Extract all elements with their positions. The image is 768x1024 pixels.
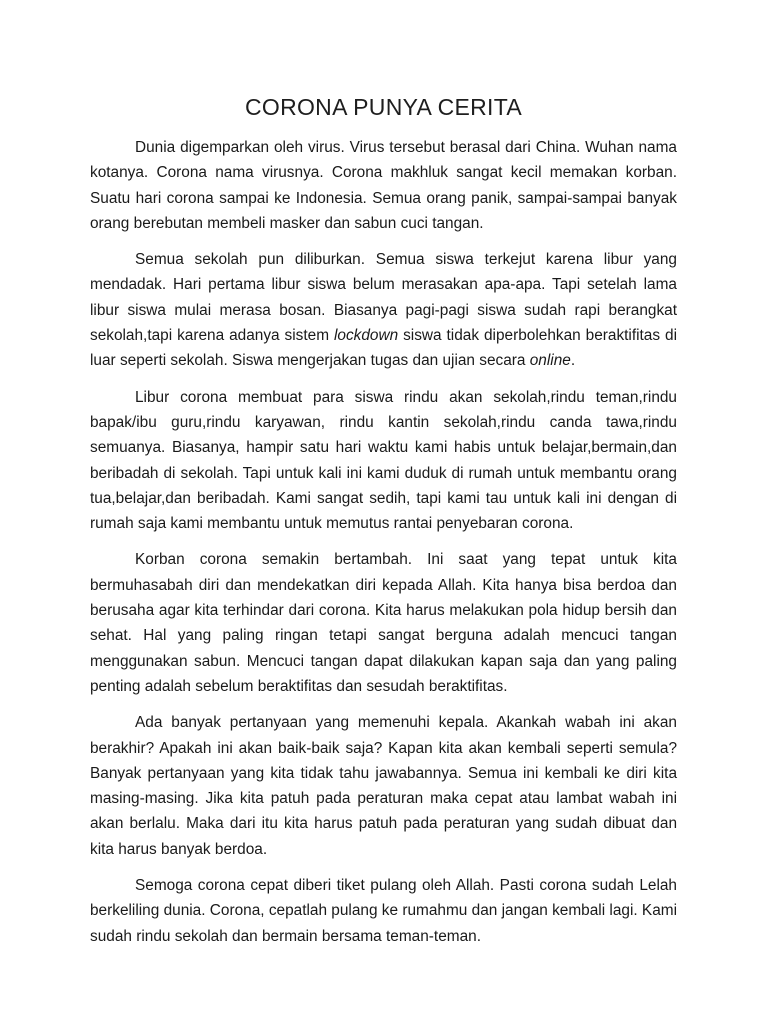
- paragraph: [90, 385, 677, 537]
- paragraph-text: Libur corona membuat para siswa rindu akan sekolah,rindu teman,rindu bapak/ibu guru,rindu karyawan, rindu kantin sekolah,rindu canda tawa,rindu semuanya. Biasanya, hampir satu hari waktu kami habis untuk belajar,bermain,dan beribadah di sekolah. Tapi untuk kali ini kami duduk di rumah untuk membantu orang tua,belajar,dan beribadah. Kami sangat sedih, tapi kami tau untuk kali ini dengan di rumah saja kami membantu untuk memutus rantai penyebaran corona.: [90, 388, 677, 533]
- paragraph: [90, 710, 677, 862]
- paragraph-text: Ada banyak pertanyaan yang memenuhi kepala. Akankah wabah ini akan berakhir? Apakah ini akan baik-baik saja? Kapan kita akan kembali seperti semula? Banyak pertanyaan yang kita tidak tahu jawabannya. Semua ini kembali ke diri kita masing-masing. Jika kita patuh pada peraturan maka cepat atau lambat wabah ini akan berlalu. Maka dari itu kita harus patuh pada peraturan yang sudah dibuat dan kita harus banyak berdoa.: [90, 714, 677, 858]
- paragraph-text: Dunia digemparkan oleh virus. Virus tersebut berasal dari China. Wuhan nama kotanya. Corona nama virusnya. Corona makhluk sangat kecil memakan korban. Suatu hari corona sampai ke Indonesia. Semua orang panik, sampai-sampai banyak orang berebutan membeli masker dan sabun cuci tangan.: [90, 139, 677, 232]
- paragraph: [90, 873, 677, 949]
- paragraph-text: Semoga corona cepat diberi tiket pulang oleh Allah. Pasti corona sudah Lelah berkeliling dunia. Corona, cepatlah pulang ke rumahmu dan jangan kembali lagi. Kami sudah rindu sekolah dan bermain bersama teman-teman.: [90, 877, 677, 945]
- document-body: [90, 135, 677, 949]
- paragraph: [90, 247, 677, 373]
- paragraph-text: Semua sekolah pun diliburkan. Semua siswa terkejut karena libur yang mendadak. Hari pertama libur siswa belum merasakan apa-apa. Tapi setelah lama libur siswa mulai merasa bosan. Biasanya pagi-pagi siswa sudah rapi berangkat sekolah,tapi karena adanya sistem: [90, 251, 677, 345]
- italic-term: lockdown: [333, 327, 399, 345]
- paragraph-text: .: [570, 352, 576, 370]
- italic-term: online: [529, 352, 571, 370]
- paragraph-text: siswa tidak diperbolehkan beraktifitas di luar seperti sekolah. Siswa mengerjakan tugas dan ujian secara: [90, 327, 677, 370]
- document-title: CORONA PUNYA CERITA: [244, 94, 523, 120]
- paragraph: [90, 135, 677, 236]
- document-page: [90, 94, 677, 960]
- paragraph: [90, 547, 677, 699]
- paragraph-text: Korban corona semakin bertambah. Ini saat yang tepat untuk kita bermuhasabah diri dan mendekatkan diri kepada Allah. Kita hanya bisa berdoa dan berusaha agar kita terhindar dari corona. Kita harus melakukan pola hidup bersih dan sehat. Hal yang paling ringan tetapi sangat berguna adalah mencuci tangan menggunakan sabun. Mencuci tangan dapat dilakukan kapan saja dan yang paling penting adalah sebelum beraktifitas dan sesudah beraktifitas.: [90, 551, 677, 695]
